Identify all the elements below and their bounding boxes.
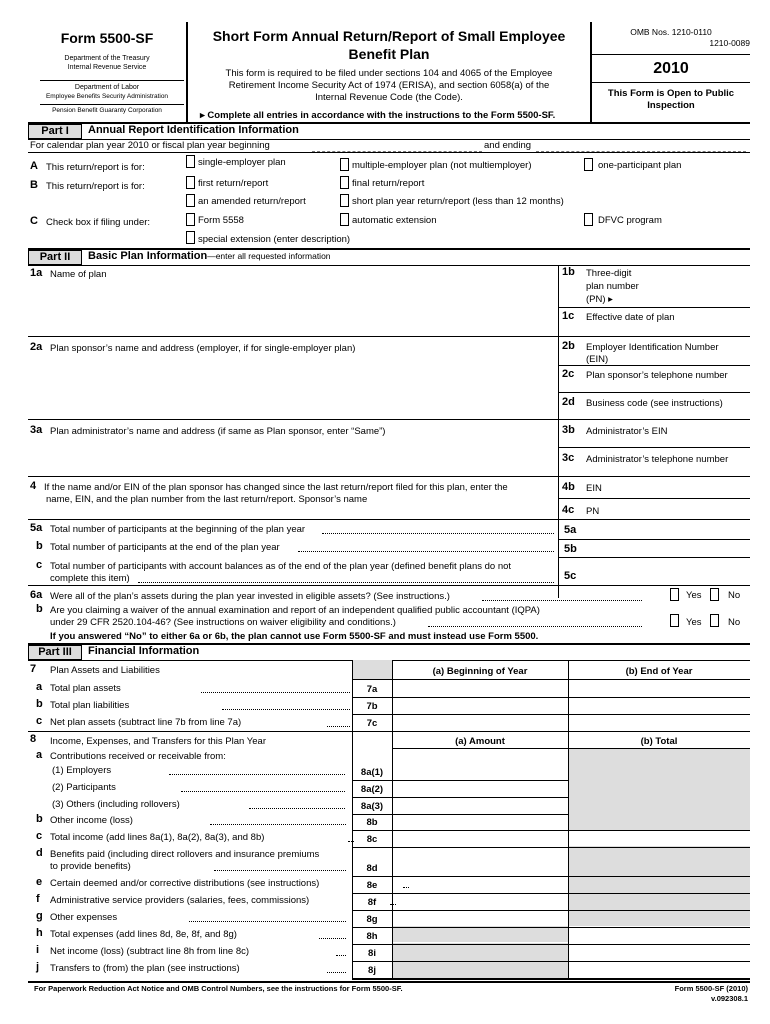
row-rule <box>352 979 750 980</box>
row-box-label: 8j <box>368 965 376 976</box>
plan-administrator-field[interactable] <box>40 440 550 474</box>
line-1b-label-2: plan number <box>586 281 639 292</box>
line-4b-label: EIN <box>586 483 602 494</box>
final-return-checkbox[interactable] <box>340 176 349 189</box>
line-2a-label: Plan sponsor’s name and address (employer, if for single-employer plan) <box>50 343 356 354</box>
col-beginning-of-year: (a) Beginning of Year <box>432 666 528 677</box>
short-plan-year-label: short plan year return/report (less than 12 months) <box>352 196 564 207</box>
line-8d-total-field[interactable] <box>570 860 748 875</box>
header-rule <box>40 104 184 105</box>
table-col-divider <box>568 660 569 980</box>
line-3c-label: Administrator’s telephone number <box>586 454 729 465</box>
dept-labor: Department of Labor <box>74 84 140 91</box>
line-2a-number: 2a <box>30 341 43 353</box>
dfvc-program-label: DFVC program <box>598 215 662 226</box>
6a-no-checkbox[interactable] <box>710 588 719 601</box>
row-label: (2) Participants <box>52 782 116 793</box>
required-text-1: This form is required to be filed under sections 104 and 4065 of the Employee <box>225 68 553 79</box>
line-3b-number: 3b <box>562 424 575 436</box>
irs-label: Internal Revenue Service <box>67 64 147 71</box>
row-rule <box>28 731 750 732</box>
line-2b-label-1: Employer Identification Number <box>586 342 719 353</box>
short-plan-year-checkbox[interactable] <box>340 194 349 207</box>
line-4-number: 4 <box>30 480 37 492</box>
form-5558-label: Form 5558 <box>198 215 244 226</box>
line-7a-end-field[interactable] <box>570 681 748 696</box>
row-rule <box>558 365 750 366</box>
line-8j-amount-field[interactable] <box>394 962 566 977</box>
line-7a-begin-field[interactable] <box>394 681 566 696</box>
row-box-label: 8i <box>368 948 376 959</box>
line-6b-number: b <box>36 603 43 615</box>
leader-dots <box>249 808 345 809</box>
row-rule <box>28 419 750 420</box>
box-5a: 5a <box>564 524 577 536</box>
row-rule <box>352 847 750 848</box>
line-6b-label-2: under 29 CFR 2520.104-46? (See instructions on waiver eligibility and conditions.) <box>50 617 396 628</box>
participants-end-field[interactable] <box>584 540 748 557</box>
row-rule <box>392 748 750 749</box>
line-4c-label: PN <box>586 506 600 517</box>
dfvc-program-checkbox[interactable] <box>584 213 593 226</box>
row-box-label: 8a(3) <box>360 801 384 812</box>
plan-number-field[interactable] <box>650 268 748 306</box>
line-8j-total-field[interactable] <box>570 962 748 977</box>
row-rule <box>28 476 750 477</box>
row-box-label: 7c <box>366 718 378 729</box>
form-5558-checkbox[interactable] <box>186 213 195 226</box>
line-7b-end-field[interactable] <box>570 698 748 713</box>
pbgc-label: Pension Benefit Guaranty Corporation <box>52 107 162 114</box>
leader-dots <box>482 600 642 601</box>
line-a-text: This return/report is for: <box>46 162 145 173</box>
part1-title: Annual Report Identification Information <box>88 124 299 136</box>
line-8h-amount-field[interactable] <box>394 928 566 943</box>
required-text-3: Internal Revenue Code (the Code). <box>315 92 463 103</box>
automatic-extension-checkbox[interactable] <box>340 213 349 226</box>
col-end-of-year: (b) End of Year <box>625 666 693 677</box>
line-8d-amount-field[interactable] <box>394 860 566 875</box>
6a-yes-checkbox[interactable] <box>670 588 679 601</box>
one-participant-checkbox[interactable] <box>584 158 593 171</box>
row-box-label: 8f <box>367 897 377 908</box>
automatic-extension-label: automatic extension <box>352 215 437 226</box>
and-ending-label: and ending <box>484 140 532 151</box>
first-return-label: first return/report <box>198 178 269 189</box>
amended-return-label: an amended return/report <box>198 196 306 207</box>
part1-label: Part I <box>28 124 82 139</box>
row-label: Total expenses (add lines 8d, 8e, 8f, and 8g) <box>50 929 237 940</box>
final-return-label: final return/report <box>352 178 425 189</box>
one-participant-label: one-participant plan <box>598 160 682 171</box>
row-letter: b <box>36 813 43 825</box>
line-5c-label-1: Total number of participants with account balances as of the end of the plan year (defined benefit plans do not <box>50 561 512 572</box>
leader-dots <box>181 791 345 792</box>
line-6a-number: 6a <box>30 589 43 601</box>
line-c-letter: C <box>30 215 38 227</box>
row-letter: d <box>36 847 43 859</box>
line-a-letter: A <box>30 160 38 172</box>
tax-year: 2010 <box>653 60 689 77</box>
version-footer: v.092308.1 <box>711 994 748 1003</box>
row-letter: a <box>36 681 43 693</box>
line-8a-label: Contributions received or receivable from: <box>50 751 226 762</box>
line-3a-number: 3a <box>30 424 43 436</box>
line-8f-amount-field[interactable] <box>394 894 566 909</box>
line-8g-total-field[interactable] <box>570 911 748 926</box>
participants-balances-field[interactable] <box>584 558 748 584</box>
part2-subtitle: —enter all requested information <box>207 251 331 261</box>
line-7c-end-field[interactable] <box>570 715 748 730</box>
pn-label: (PN) <box>586 294 606 305</box>
line-4c-number: 4c <box>562 504 575 516</box>
line-4b-number: 4b <box>562 481 575 493</box>
line-1a-label: Name of plan <box>50 269 107 280</box>
header-rule <box>40 80 184 81</box>
line-1b-label-3 <box>586 294 613 305</box>
line-5b-number: b <box>36 540 43 552</box>
leader-dots <box>319 938 346 939</box>
row-rule <box>558 392 750 393</box>
row-box-label: 8d <box>366 863 378 874</box>
line-c-text: Check box if filing under: <box>46 217 151 228</box>
form-number: Form 5500-SF <box>60 30 154 46</box>
single-employer-label: single-employer plan <box>198 157 286 168</box>
row-letter: g <box>36 910 43 922</box>
multiple-employer-checkbox[interactable] <box>340 158 349 171</box>
form-title-line1: Short Form Annual Return/Report of Small Employee <box>212 28 566 44</box>
omb-number-2: 1210-0089 <box>709 38 750 48</box>
6b-no-label: No <box>728 617 741 628</box>
line-8c-total-field[interactable] <box>570 831 748 846</box>
special-extension-checkbox[interactable] <box>186 231 195 244</box>
line-2b-label-2: (EIN) <box>586 354 609 365</box>
multiple-employer-label: multiple-employer plan (not multiemployer) <box>352 160 532 171</box>
part3-label: Part III <box>28 645 82 660</box>
plan-name-field[interactable] <box>40 282 550 334</box>
row-box-label: 8a(2) <box>360 784 384 795</box>
6a-no-label: No <box>728 590 741 601</box>
row-letter: h <box>36 927 43 939</box>
part1-rule <box>28 152 750 153</box>
row-label: Total income (add lines 8a(1), 8a(2), 8a(3), and 8b) <box>50 832 265 843</box>
arrow-right-icon: ▸ <box>200 110 205 121</box>
calendar-year-label: For calendar plan year 2010 or fiscal plan year beginning <box>30 140 270 151</box>
line-6b-label-1: Are you claiming a waiver of the annual examination and report of an independent qualified public accountant (IQPA) <box>50 605 540 616</box>
row-rule <box>352 679 750 680</box>
col-amount: (a) Amount <box>455 736 505 747</box>
row-box-label: 8h <box>366 931 378 942</box>
col-total: (b) Total <box>640 736 678 747</box>
line-6a-label: Were all of the plan’s assets during the plan year invested in eligible assets? (See instructions.) <box>50 591 450 602</box>
line-1b-number: 1b <box>562 266 575 278</box>
line-5b-label: Total number of participants at the end of the plan year <box>50 542 280 553</box>
leader-dots <box>336 955 346 956</box>
row-label: Other income (loss) <box>50 815 133 826</box>
row-letter: f <box>36 893 40 905</box>
row-box-label: 8g <box>366 914 378 925</box>
form-id-footer: Form 5500-SF (2010) <box>674 984 748 993</box>
row-label: (1) Employers <box>52 765 112 776</box>
row-letter: j <box>36 961 40 973</box>
line-7c-begin-field[interactable] <box>394 715 566 730</box>
single-employer-checkbox[interactable] <box>186 155 195 168</box>
leader-dots <box>428 626 642 627</box>
line-8i-total-field[interactable] <box>570 945 748 960</box>
leader-dots <box>138 582 554 583</box>
line-8e-total-field[interactable] <box>570 877 748 892</box>
line-8b-amount-field[interactable] <box>394 814 566 829</box>
line-8c-amount-field[interactable] <box>394 831 566 846</box>
open-inspection-1: This Form is Open to Public <box>607 88 735 99</box>
leader-dots <box>201 692 350 693</box>
line-4-label-1: If the name and/or EIN of the plan sponsor has changed since the last return/report filed for this plan, enter the <box>44 482 508 493</box>
line-8a-letter: a <box>36 749 43 761</box>
row-label: Other expenses <box>50 912 118 923</box>
row-label: Benefits paid (including direct rollovers and insurance premiums <box>50 849 320 860</box>
ebsa-label: Employee Benefits Security Administration <box>45 93 169 100</box>
line-1b-label-1: Three-digit <box>586 268 632 279</box>
line-8g-amount-field[interactable] <box>394 911 566 926</box>
line-8a(3)-amount-field[interactable] <box>394 798 566 813</box>
part2-rule <box>28 265 750 266</box>
row-box-label: 8a(1) <box>360 767 384 778</box>
footer-rule <box>28 981 750 983</box>
line-8e-amount-field[interactable] <box>394 877 566 892</box>
6b-no-checkbox[interactable] <box>710 614 719 627</box>
line-7b-begin-field[interactable] <box>394 698 566 713</box>
6a-yes-label: Yes <box>686 590 702 601</box>
row-box-label: 7a <box>366 684 378 695</box>
row-letter: c <box>36 715 43 727</box>
line-5a-number: 5a <box>30 522 43 534</box>
line-2c-number: 2c <box>562 368 575 380</box>
line-2d-number: 2d <box>562 396 575 408</box>
complete-all-note <box>200 110 555 121</box>
line-1a-number: 1a <box>30 267 43 279</box>
row-label: (3) Others (including rollovers) <box>52 799 180 810</box>
row-rule <box>28 585 750 586</box>
participants-begin-field[interactable] <box>584 521 748 539</box>
leader-dots <box>327 972 346 973</box>
part2-title <box>88 250 331 262</box>
row-label: Total plan liabilities <box>50 700 130 711</box>
omb-number-1: OMB Nos. 1210-0110 <box>630 27 712 37</box>
6b-yes-label: Yes <box>686 617 702 628</box>
row-label: Total plan assets <box>50 683 121 694</box>
line-3c-number: 3c <box>562 452 575 464</box>
required-text-2: Retirement Income Security Act of 1974 (ERISA), and section 6058(a) of the <box>228 80 550 91</box>
leader-dots <box>210 824 346 825</box>
line-5c-label-2: complete this item) <box>50 573 130 584</box>
row-rule <box>558 307 750 308</box>
6b-yes-checkbox[interactable] <box>670 614 679 627</box>
line-2c-label: Plan sponsor’s telephone number <box>586 370 728 381</box>
row-rule <box>28 519 750 520</box>
line-6-note: If you answered “No” to either 6a or 6b, the plan cannot use Form 5500-SF and must instead use Form 5500. <box>50 631 539 642</box>
part2-right-column-divider <box>558 265 559 598</box>
line-8-label: Income, Expenses, and Transfers for this Plan Year <box>50 736 266 747</box>
row-letter: i <box>36 944 40 956</box>
row-box-label: 8e <box>366 880 378 891</box>
line-8f-total-field[interactable] <box>570 894 748 909</box>
row-letter: b <box>36 698 43 710</box>
line-3b-label: Administrator’s EIN <box>586 426 668 437</box>
row-label: Net income (loss) (subtract line 8h from line 8c) <box>50 946 250 957</box>
form-title-line2: Benefit Plan <box>348 46 430 62</box>
line-5c-number: c <box>36 559 43 571</box>
row-rule <box>558 498 750 499</box>
line-2b-number: 2b <box>562 340 575 352</box>
row-letter: c <box>36 830 43 842</box>
line-8a(2)-amount-field[interactable] <box>394 781 566 796</box>
line-8i-amount-field[interactable] <box>394 945 566 960</box>
arrow-right-icon: ▸ <box>608 294 613 305</box>
row-box-label: 8c <box>366 834 378 845</box>
part3-title: Financial Information <box>88 645 200 657</box>
line-b-text: This return/report is for: <box>46 181 145 192</box>
row-rule <box>28 336 750 337</box>
table-col-divider <box>392 660 393 980</box>
row-label: Transfers to (from) the plan (see instructions) <box>50 963 240 974</box>
part2-title-text: Basic Plan Information <box>88 250 208 262</box>
line-7-label: Plan Assets and Liabilities <box>50 665 160 676</box>
line-5a-label: Total number of participants at the beginning of the plan year <box>50 524 306 535</box>
row-label-cont: to provide benefits) <box>50 861 131 872</box>
line-2d-label: Business code (see instructions) <box>586 398 723 409</box>
leader-dots <box>327 726 350 727</box>
line-8h-total-field[interactable] <box>570 928 748 943</box>
gray-shade <box>352 660 392 679</box>
leader-dots <box>222 709 350 710</box>
row-box-label: 7b <box>366 701 378 712</box>
leader-dots <box>214 870 346 871</box>
row-rule <box>558 447 750 448</box>
line-8-number: 8 <box>30 733 37 745</box>
line-7-number: 7 <box>30 663 37 675</box>
header-rule <box>592 82 750 83</box>
part2-label: Part II <box>28 250 82 265</box>
leader-dots <box>298 551 554 552</box>
first-return-checkbox[interactable] <box>186 176 195 189</box>
box-5c: 5c <box>564 570 577 582</box>
plan-sponsor-field[interactable] <box>40 356 550 416</box>
line-8a(1)-amount-field[interactable] <box>394 764 566 779</box>
row-letter: e <box>36 876 43 888</box>
line-1c-label: Effective date of plan <box>586 312 675 323</box>
special-extension-label: special extension (enter description) <box>198 234 351 245</box>
header-rule <box>592 54 750 55</box>
leader-dots <box>169 774 345 775</box>
row-box-label: 8b <box>366 817 378 828</box>
line-b-letter: B <box>30 179 38 191</box>
row-label: Certain deemed and/or corrective distributions (see instructions) <box>50 878 320 889</box>
line-4-label-2: name, EIN, and the plan number from the last return/report. Sponsor’s name <box>46 494 368 505</box>
row-label: Administrative service providers (salaries, fees, commissions) <box>50 895 310 906</box>
open-inspection-2: Inspection <box>647 100 695 111</box>
line-1c-number: 1c <box>562 310 575 322</box>
dept-treasury: Department of the Treasury <box>64 55 150 62</box>
amended-return-checkbox[interactable] <box>186 194 195 207</box>
row-label: Net plan assets (subtract line 7b from line 7a) <box>50 717 242 728</box>
line-8b-total-field[interactable] <box>570 814 748 829</box>
leader-dots <box>189 921 346 922</box>
paperwork-notice: For Paperwork Reduction Act Notice and OMB Control Numbers, see the instructions for Form 5500-SF. <box>34 984 403 993</box>
leader-dots <box>322 533 554 534</box>
box-5b: 5b <box>564 543 577 555</box>
line-3a-label: Plan administrator’s name and address (if same as Plan sponsor, enter “Same”) <box>50 426 386 437</box>
complete-all-text: Complete all entries in accordance with the instructions to the Form 5500-SF. <box>207 110 556 121</box>
